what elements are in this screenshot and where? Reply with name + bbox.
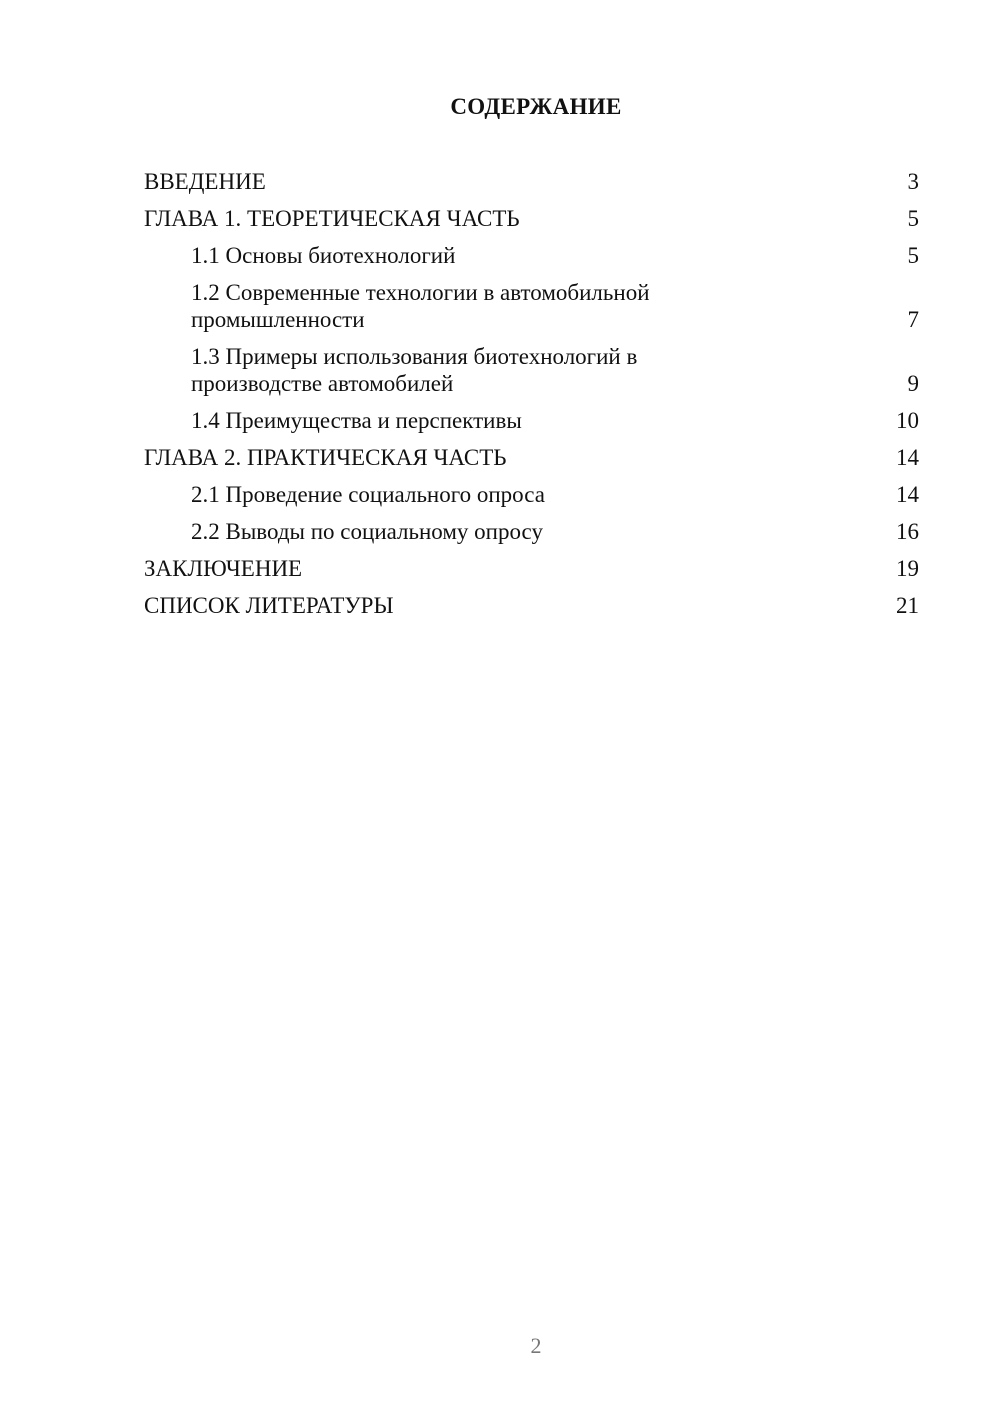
toc-entry-page: 9 [907,371,919,396]
toc-entry-chapter-2[interactable] [144,444,919,471]
toc-entry-title: 1.4 Преимущества и перспективы [191,408,522,433]
toc-entry-page: 3 [907,169,919,194]
toc-entry-page: 14 [896,445,919,470]
toc-entry-page: 5 [907,206,919,231]
toc-entry-title: СПИСОК ЛИТЕРАТУРЫ [144,593,394,618]
toc-entry-title: ГЛАВА 1. ТЕОРЕТИЧЕСКАЯ ЧАСТЬ [144,206,520,231]
toc-entry-introduction[interactable] [144,168,919,195]
toc-entry-section-1-4[interactable] [144,407,919,434]
toc-entry-page: 14 [896,482,919,507]
toc-entry-page: 21 [896,593,919,618]
toc-entry-title: ГЛАВА 2. ПРАКТИЧЕСКАЯ ЧАСТЬ [144,445,507,470]
page-number: 2 [530,1333,542,1358]
toc-entry-title: 2.2 Выводы по социальному опросу [191,519,543,544]
toc-entry-conclusion[interactable] [144,555,919,582]
toc-entry-page: 7 [907,307,919,332]
toc-entry-title: 2.1 Проведение социального опроса [191,482,545,507]
toc-entry-section-2-2[interactable] [144,518,919,545]
toc-entry-title: 1.1 Основы биотехнологий [191,243,456,268]
toc-entry-title: ВВЕДЕНИЕ [144,169,266,194]
toc-entry-section-1-3[interactable] [144,343,919,397]
toc-entry-references[interactable] [144,592,919,619]
toc-entry-section-1-1[interactable] [144,242,919,269]
toc-entry-chapter-1[interactable] [144,205,919,232]
table-of-contents [144,168,919,629]
toc-entry-page: 5 [907,243,919,268]
toc-entry-title: 1.3 Примеры использования биотехнологий в производстве автомобилей [191,344,638,396]
toc-entry-page: 19 [896,556,919,581]
toc-entry-section-1-2[interactable] [144,279,919,333]
toc-entry-title: ЗАКЛЮЧЕНИЕ [144,556,303,581]
toc-entry-page: 16 [896,519,919,544]
toc-entry-title: 1.2 Современные технологии в автомобильной промышленности [191,280,650,332]
toc-entry-section-2-1[interactable] [144,481,919,508]
toc-entry-page: 10 [896,408,919,433]
page-title: СОДЕРЖАНИЕ [450,94,622,119]
